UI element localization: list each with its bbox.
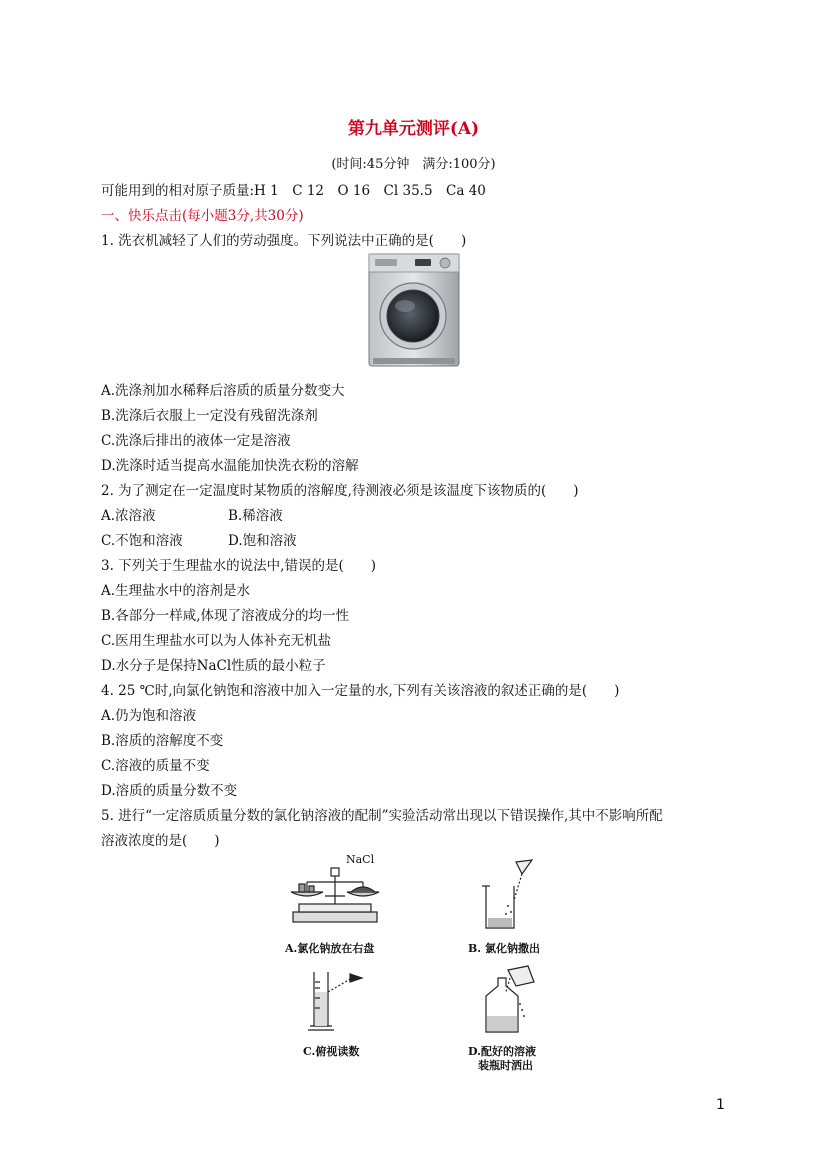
q2-option-b: B.稀溶液 (228, 508, 283, 524)
atomic-mass-line: 可能用到的相对原子质量:H 1 C 12 O 16 Cl 35.5 Ca 40 (101, 183, 486, 199)
caption-d-line1: D.配好的溶液 (468, 1045, 536, 1058)
q5-stem-line2: 溶液浓度的是( ) (101, 833, 220, 849)
q1-option-d: D.洗涤时适当提高水温能加快洗衣粉的溶解 (101, 458, 359, 474)
cylinder-figure (306, 968, 376, 1034)
exam-meta: (时间:45分钟 满分:100分) (331, 157, 496, 172)
beaker-funnel-figure (478, 856, 538, 934)
q3-option-c: C.医用生理盐水可以为人体补充无机盐 (101, 633, 332, 649)
washing-machine-image (363, 250, 465, 372)
q4-option-b: B.溶质的溶解度不变 (101, 733, 224, 749)
q1-option-a: A.洗涤剂加水稀释后溶质的质量分数变大 (101, 383, 345, 399)
page-title: 第九单元测评(A) (347, 119, 480, 139)
nacl-label: NaCl (346, 853, 375, 866)
q4-option-d: D.溶质的质量分数不变 (101, 783, 238, 799)
q5-stem-line1: 5. 进行“一定溶质质量分数的氯化钠溶液的配制”实验活动常出现以下错误操作,其中不影响所配 (101, 808, 663, 824)
q3-option-b: B.各部分一样咸,体现了溶液成分的均一性 (101, 608, 350, 624)
q3-stem: 3. 下列关于生理盐水的说法中,错误的是( ) (101, 558, 376, 574)
caption-c: C.俯视读数 (303, 1045, 360, 1058)
section-heading: 一、快乐点击(每小题3分,共30分) (101, 208, 304, 224)
q1-stem: 1. 洗衣机减轻了人们的劳动强度。下列说法中正确的是( ) (101, 233, 467, 249)
q4-stem: 4. 25 ℃时,向氯化钠饱和溶液中加入一定量的水,下列有关该溶液的叙述正确的是( ) (101, 683, 620, 699)
q4-option-a: A.仍为饱和溶液 (101, 708, 197, 724)
q2-option-a: A.浓溶液 (101, 508, 156, 524)
q1-option-b: B.洗涤后衣服上一定没有残留洗涤剂 (101, 408, 318, 424)
q2-option-c: C.不饱和溶液 (101, 533, 183, 549)
caption-a: A.氯化钠放在右盘 (285, 942, 375, 955)
q4-option-c: C.溶液的质量不变 (101, 758, 210, 774)
q2-stem: 2. 为了测定在一定温度时某物质的溶解度,待测液必须是该温度下该物质的( ) (101, 483, 579, 499)
q3-option-d: D.水分子是保持NaCl性质的最小粒子 (101, 658, 326, 674)
page-number: 1 (716, 1097, 725, 1113)
bottle-pour-figure (478, 964, 538, 1036)
q2-option-d: D.饱和溶液 (228, 533, 297, 549)
caption-b: B. 氯化钠撒出 (468, 942, 540, 955)
caption-d-line2: 装瓶时洒出 (478, 1059, 533, 1072)
q1-option-c: C.洗涤后排出的液体一定是溶液 (101, 433, 291, 449)
q3-option-a: A.生理盐水中的溶剂是水 (101, 583, 251, 599)
